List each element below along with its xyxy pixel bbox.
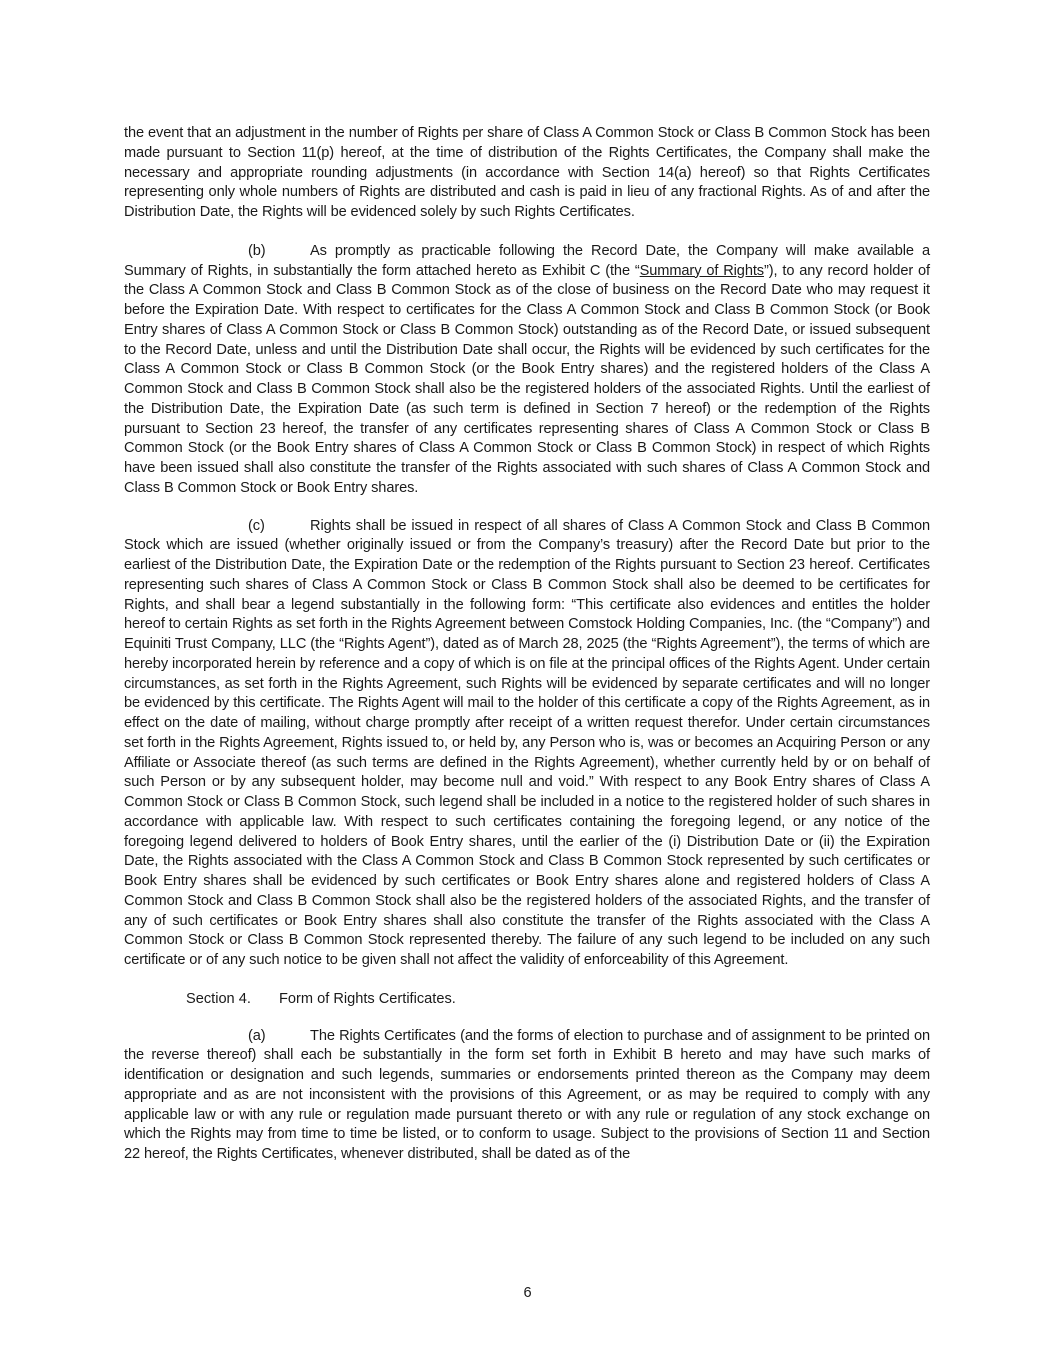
paragraph-b-text-before: As promptly as practicable following the Record Date, the Company will make available a Summary of Rights, in substantially the form attached hereto as Exhibit C (the “ — [124, 242, 930, 279]
document-body — [124, 124, 930, 1165]
paragraph-continuation: the event that an adjustment in the number of Rights per share of Class A Common Stock or Class B Common Stock has been made pursuant to Section 11(p) hereof, at the time of distribution of the Rights Certificates, the Company shall make the necessary and appropriate rounding adjustments (in accordance with Section 14(a) hereof) so that Rights Certificates representing only whole numbers of Rights are distributed and cash is paid in lieu of any fractional Rights. As of and after the Distribution Date, the Rights will be evidenced solely by such Rights Certificates. — [124, 125, 930, 220]
paragraph-label-a: (a) — [248, 1027, 266, 1044]
defined-term-summary-of-rights: Summary of Rights — [639, 262, 764, 279]
paragraph-c-text: Rights shall be issued in respect of all shares of Class A Common Stock and Class B Common Stock which are issued (whether originally issued or from the Company’s treasury) after the Record Date but prior to the earliest of the Distribution Date, the Expiration Date or the redemption of the Rights pursuant to Section 23 hereof. Certificates representing such shares of Class A Common Stock or Class B Common Stock shall also be deemed to be certificates for Rights, and shall bear a legend substantially in the following form: “This certificate also evidences and entitles the holder hereof to certain Rights as set forth in the Rights Agreement between Comstock Holding Companies, Inc. (the “Company”) and Equiniti Trust Company, LLC (the “Rights Agent”), dated as of March 28, 2025 (the “Rights Agreement”), the terms of which are hereby incorporated herein by reference and a copy of which is on file at the principal offices of the Rights Agent. Under certain circumstances, as set forth in the Rights Agreement, such Rights will be evidenced by separate certificates and will no longer be evidenced by this certificate. The Rights Agent will mail to the holder of this certificate a copy of the Rights Agreement, as in effect on the date of mailing, without charge promptly after receipt of a written request therefor. Under certain circumstances set forth in the Rights Agreement, Rights issued to, or held by, any Person who is, was or becomes an Acquiring Person or any Affiliate or Associate thereof (as such terms are defined in the Rights Agreement), whether currently held by or on behalf of such Person or by any subsequent holder, may become null and void.” With respect to any Book Entry shares of Class A Common Stock or Class B Common Stock, such legend shall be included in a notice to the registered holder of such shares in accordance with applicable law. With respect to such certificates containing the foregoing legend, or any notice of the foregoing legend delivered to holders of Book Entry shares, until the earlier of the (i) Distribution Date or (ii) the Expiration Date, the Rights associated with the Class A Common Stock and Class B Common Stock represented by such certificates or Book Entry shares shall be evidenced by such certificates or Book Entry shares alone and registered holders of Class A Common Stock and Class B Common Stock shall also be the registered holders of the associated Rights, and the transfer of any of such certificates or Book Entry shares shall also constitute the transfer of the Rights associated with the Class A Common Stock or Class B Common Stock represented thereby. The failure of any such legend to be included on any such certificate or of any such notice to be given shall not affect the validity of enforceability of this Agreement. — [124, 517, 930, 968]
paragraph-c-rights-issuance — [124, 517, 930, 971]
section-number: Section 4. — [186, 990, 251, 1007]
paragraph-label-b: (b) — [248, 242, 266, 259]
paragraph-a-rights-certificates — [124, 1027, 930, 1165]
paragraph-a-text: The Rights Certificates (and the forms of election to purchase and of assignment to be printed on the reverse thereof) shall each be substantially in the form set forth in Exhibit B hereto and may have such marks of identification or designation and such legends, summaries or endorsements printed thereon as the Company may deem appropriate and as are not inconsistent with the provisions of this Agreement, or as may be required to comply with any applicable law or with any rule or regulation made pursuant thereto or with any rule or regulation of any stock exchange on which the Rights may from time to time be listed, or to conform to usage. Subject to the provisions of Section 11 and Section 22 hereof, the Rights Certificates, whenever distributed, shall be dated as of the — [124, 1027, 930, 1162]
page-number: 6 — [523, 1285, 532, 1301]
paragraph-b-summary-of-rights — [124, 242, 930, 499]
section-title: Form of Rights Certificates. — [279, 990, 456, 1007]
section-heading — [186, 990, 930, 1010]
paragraph-b-text-after: ”), to any record holder of the Class A Common Stock and Class B Common Stock as of the close of business on the Record Date who may request it before the Expiration Date. With respect to certificates for the Class A Common Stock and Class B Common Stock (or Book Entry shares of Class A Common Stock or Class B Common Stock) outstanding as of the Record Date, or issued subsequent to the Record Date, unless and until the Distribution Date shall occur, the Rights will be evidenced by such certificates for the Class A Common Stock or Class B Common Stock (or the Book Entry shares) and the registered holders of the Class A Common Stock and Class B Common Stock shall also be the registered holders of the associated Rights. Until the earliest of the Distribution Date, the Expiration Date (as such term is defined in Section 7 hereof) or the redemption of the Rights pursuant to Section 23 hereof, the transfer of any certificates representing shares of Class A Common Stock or Class B Common Stock (or the Book Entry shares of Class A Common Stock or Class B Common Stock) in respect of which Rights have been issued shall also constitute the transfer of the Rights associated with such shares of Class A Common Stock and Class B Common Stock or Book Entry shares. — [124, 262, 930, 496]
paragraph-label-c: (c) — [248, 517, 265, 534]
